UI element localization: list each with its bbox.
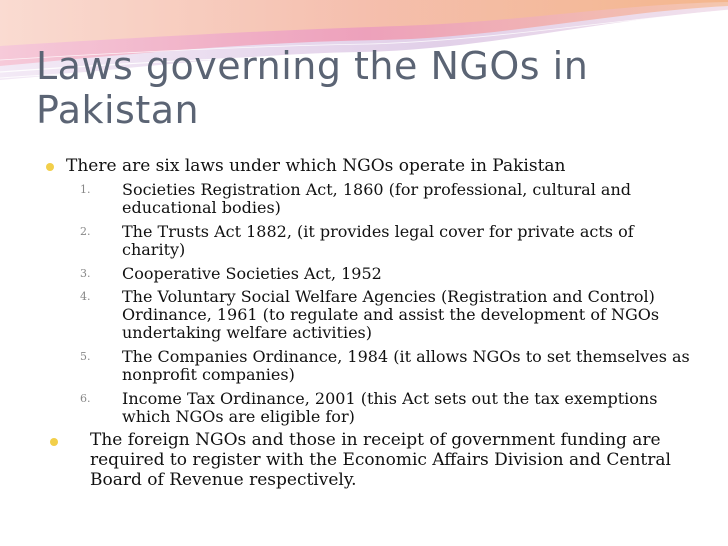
bullet-icon xyxy=(46,163,54,171)
law-item-text: The Companies Ordinance, 1984 (it allows NGOs to set themselves as nonprofit companies) xyxy=(122,347,690,384)
law-number: 2. xyxy=(80,225,91,238)
law-number: 1. xyxy=(80,183,91,196)
closing-bullet-text: The foreign NGOs and those in receipt of government funding are required to register with the Economic Affairs Division and Central Board of Revenue respectively. xyxy=(90,430,671,490)
bullet-icon xyxy=(50,438,58,446)
slide-title: Laws governing the NGOs in Pakistan xyxy=(36,44,589,132)
law-number: 4. xyxy=(80,290,91,303)
law-number: 3. xyxy=(80,267,91,280)
law-number: 5. xyxy=(80,350,91,363)
law-item-text: The Trusts Act 1882, (it provides legal cover for private acts of charity) xyxy=(122,222,634,259)
law-item-text: Income Tax Ordinance, 2001 (this Act sets out the tax exemptions which NGOs are eligible for) xyxy=(122,389,658,426)
law-item-text: The Voluntary Social Welfare Agencies (Registration and Control) Ordinance, 1961 (to regulate and assist the development of NGOs undertaking welfare activities) xyxy=(122,287,660,342)
law-item-text: Societies Registration Act, 1860 (for professional, cultural and educational bodies) xyxy=(122,180,631,217)
intro-bullet-text: There are six laws under which NGOs operate in Pakistan xyxy=(66,156,566,176)
law-item-text: Cooperative Societies Act, 1952 xyxy=(122,264,382,283)
law-number: 6. xyxy=(80,392,91,405)
